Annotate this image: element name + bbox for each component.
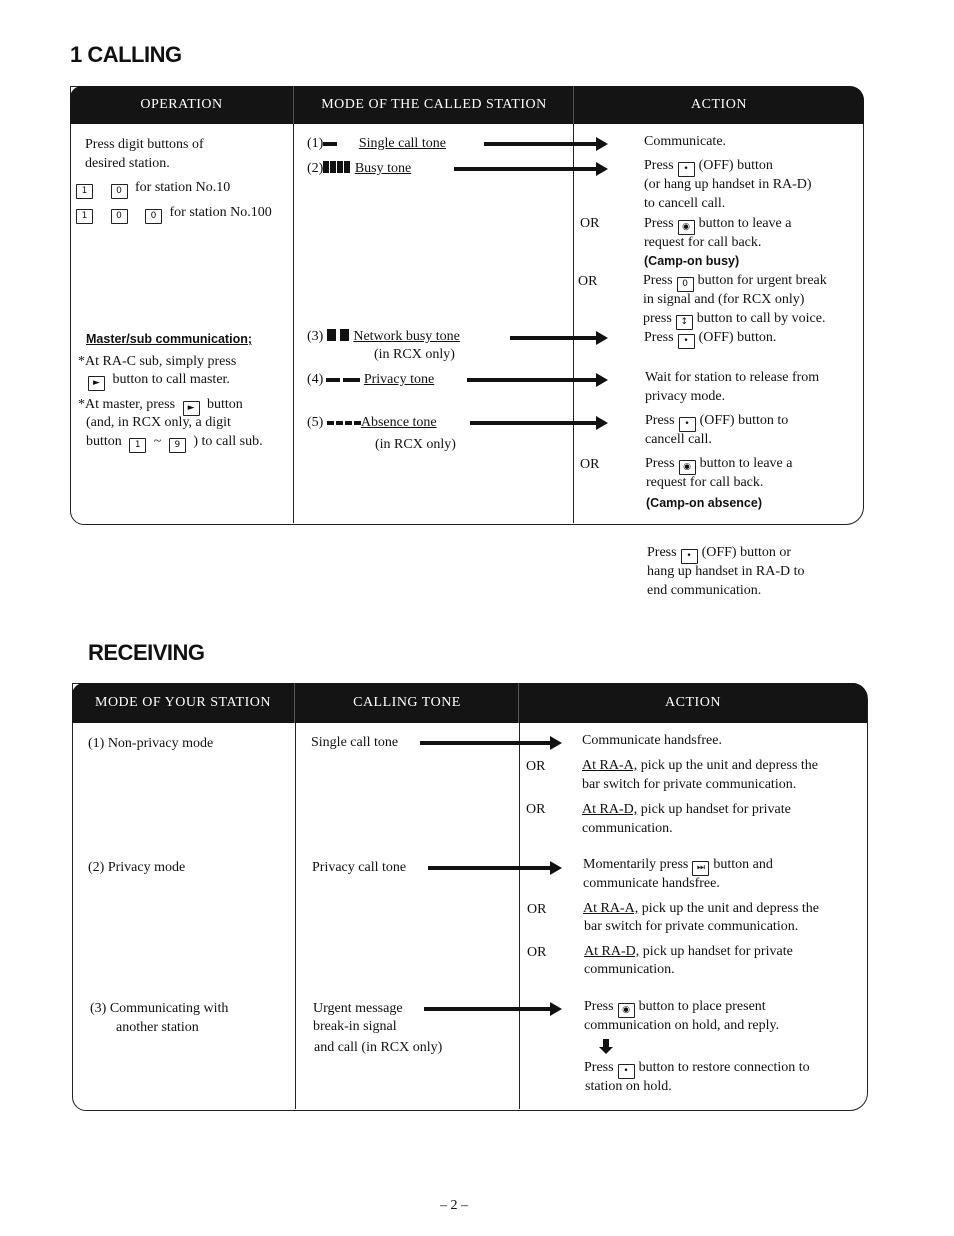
mode-text: (3) Communicating with <box>90 1001 229 1016</box>
action-text: bar switch for private communication. <box>582 777 797 792</box>
play-key-icon: ► <box>183 401 200 416</box>
action-line: At RA-A, pick up the unit and depress the <box>582 758 819 773</box>
header-action: ACTION <box>518 683 867 723</box>
mode-text: (in RCX only) <box>374 347 455 362</box>
action-text: request for call back. <box>644 235 762 250</box>
arrow-icon <box>510 336 598 340</box>
tone-pattern-icon <box>326 378 340 382</box>
end-text: hang up handset in RA-D to <box>647 564 805 579</box>
action-text: Communicate. <box>644 134 727 149</box>
action-line: At RA-D, pick up handset for private <box>584 944 793 959</box>
action-text: Wait for station to release from <box>645 370 820 385</box>
or-label: OR <box>526 759 546 774</box>
arrow-icon <box>470 421 598 425</box>
action-line: Press • (OFF) button to <box>645 413 788 432</box>
mode-busy: (2) Busy tone <box>307 161 412 176</box>
digit-0-key-icon: 0 <box>111 209 128 224</box>
op-station-10 <box>72 180 230 199</box>
action-line: Press 0 button for urgent break <box>643 273 827 292</box>
end-text: end communication. <box>647 583 762 598</box>
play-key-icon: ► <box>88 376 105 391</box>
header-mode-yours: MODE OF YOUR STATION <box>72 683 294 723</box>
or-label: OR <box>526 802 546 817</box>
off-key-icon: • <box>678 162 695 177</box>
action-line: press ↕ button to call by voice. <box>643 311 825 330</box>
arrow-icon <box>484 142 598 146</box>
calling-title: 1 CALLING <box>70 42 182 67</box>
mode-text: (2) Privacy mode <box>88 860 186 875</box>
action-line: Press ◉ button to leave a <box>644 216 791 235</box>
action-line: Press ◉ button to place present <box>584 999 766 1018</box>
op-text: *At RA-C sub, simply press <box>78 354 237 369</box>
action-text: communicate handsfree. <box>583 876 720 891</box>
mode-text: (in RCX only) <box>375 437 456 452</box>
action-text: (or hang up handset in RA-D) <box>644 177 812 192</box>
action-text: request for call back. <box>646 475 764 490</box>
callback-key-icon: ◉ <box>679 460 696 475</box>
tone-pattern-icon <box>323 142 337 146</box>
or-label: OR <box>527 902 547 917</box>
op-station-100 <box>72 205 272 224</box>
action-text: privacy mode. <box>645 389 726 404</box>
off-key-icon: • <box>678 334 695 349</box>
callback-key-icon: ◉ <box>678 220 695 235</box>
col-divider <box>293 124 294 523</box>
op-rac-line: ► button to call master. <box>84 372 230 391</box>
restore-key-icon: • <box>618 1064 635 1079</box>
action-text: bar switch for private communication. <box>584 919 799 934</box>
arrow-icon <box>420 741 552 745</box>
tone-text: Single call tone <box>311 735 399 750</box>
or-label: OR <box>580 216 600 231</box>
or-label: OR <box>527 945 547 960</box>
action-text: Communicate handsfree. <box>582 733 722 748</box>
tone-text: Urgent message <box>313 1001 403 1016</box>
mode-privacy: (4) Privacy tone <box>307 372 435 387</box>
col-divider <box>295 723 296 1109</box>
op-text: desired station. <box>85 156 170 171</box>
action-line: Press • (OFF) button <box>644 158 773 177</box>
tone-pattern-icon <box>323 161 329 173</box>
digit-1-key-icon: 1 <box>129 438 146 453</box>
action-text: cancell call. <box>645 432 712 447</box>
digit-0-key-icon: 0 <box>111 184 128 199</box>
receiving-title: RECEIVING <box>88 640 205 665</box>
tone-text: break-in signal <box>313 1019 397 1034</box>
op-text: (and, in RCX only, a digit <box>86 415 231 430</box>
skip-key-icon: ⏭ <box>692 861 709 876</box>
action-line: Press • button to restore connection to <box>584 1060 810 1079</box>
header-mode-called: MODE OF THE CALLED STATION <box>293 86 574 124</box>
tone-pattern-icon <box>327 421 334 425</box>
action-line: Press • (OFF) button. <box>644 330 776 349</box>
action-text: communication. <box>582 821 673 836</box>
tone-pattern-icon <box>327 329 336 341</box>
action-line: At RA-A, pick up the unit and depress the <box>583 901 820 916</box>
action-line: Momentarily press ⏭ button and <box>583 857 773 876</box>
arrow-icon <box>424 1007 552 1011</box>
action-line: At RA-D, pick up handset for private <box>582 802 791 817</box>
page-number: – 2 – <box>440 1198 468 1213</box>
action-text: communication on hold, and reply. <box>584 1018 780 1033</box>
hold-key-icon: ◉ <box>618 1003 635 1018</box>
or-label: OR <box>578 274 598 289</box>
digit-0-key-icon: 0 <box>145 209 162 224</box>
op-master-digit-line: button 1 ~ 9 ) to call sub. <box>86 434 263 453</box>
down-arrow-icon <box>603 1039 609 1047</box>
col-divider <box>519 723 520 1109</box>
off-key-icon: • <box>679 417 696 432</box>
op-text: Press digit buttons of <box>85 137 204 152</box>
or-label: OR <box>580 457 600 472</box>
action-text: to cancell call. <box>644 196 726 211</box>
header-action: ACTION <box>573 86 864 124</box>
op-text: for station No.100 <box>169 205 272 220</box>
op-text: for station No.10 <box>135 180 231 195</box>
mode-single-call: (1) Single call tone <box>307 136 446 151</box>
camp-on-absence-label: (Camp-on absence) <box>646 496 762 510</box>
action-text: station on hold. <box>585 1079 672 1094</box>
tone-text: and call (in RCX only) <box>314 1040 443 1055</box>
digit-1-key-icon: 1 <box>76 184 93 199</box>
op-master-line: *At master, press ► button <box>78 397 243 416</box>
digit-0-key-icon: 0 <box>677 277 694 292</box>
off-key-icon: • <box>681 549 698 564</box>
camp-on-busy-label: (Camp-on busy) <box>644 254 740 268</box>
tone-text: Privacy call tone <box>312 860 407 875</box>
digit-9-key-icon: 9 <box>169 438 186 453</box>
mode-text: another station <box>116 1020 199 1035</box>
action-line: Press ◉ button to leave a <box>645 456 792 475</box>
arrow-icon <box>454 167 598 171</box>
action-text: in signal and (for RCX only) <box>643 292 805 307</box>
mode-network-busy: (3) Network busy tone <box>307 329 460 344</box>
voice-key-icon: ↕ <box>676 315 693 330</box>
header-calling-tone: CALLING TONE <box>294 683 519 723</box>
digit-1-key-icon: 1 <box>76 209 93 224</box>
col-divider <box>573 124 574 523</box>
arrow-icon <box>428 866 552 870</box>
mode-text: (1) Non-privacy mode <box>88 736 214 751</box>
arrow-icon <box>467 378 598 382</box>
end-line: Press • (OFF) button or <box>647 545 791 564</box>
mode-absence: (5) Absence tone <box>307 415 437 430</box>
header-operation: OPERATION <box>70 86 293 124</box>
master-sub-title: Master/sub communication; <box>86 332 252 346</box>
action-text: communication. <box>584 962 675 977</box>
